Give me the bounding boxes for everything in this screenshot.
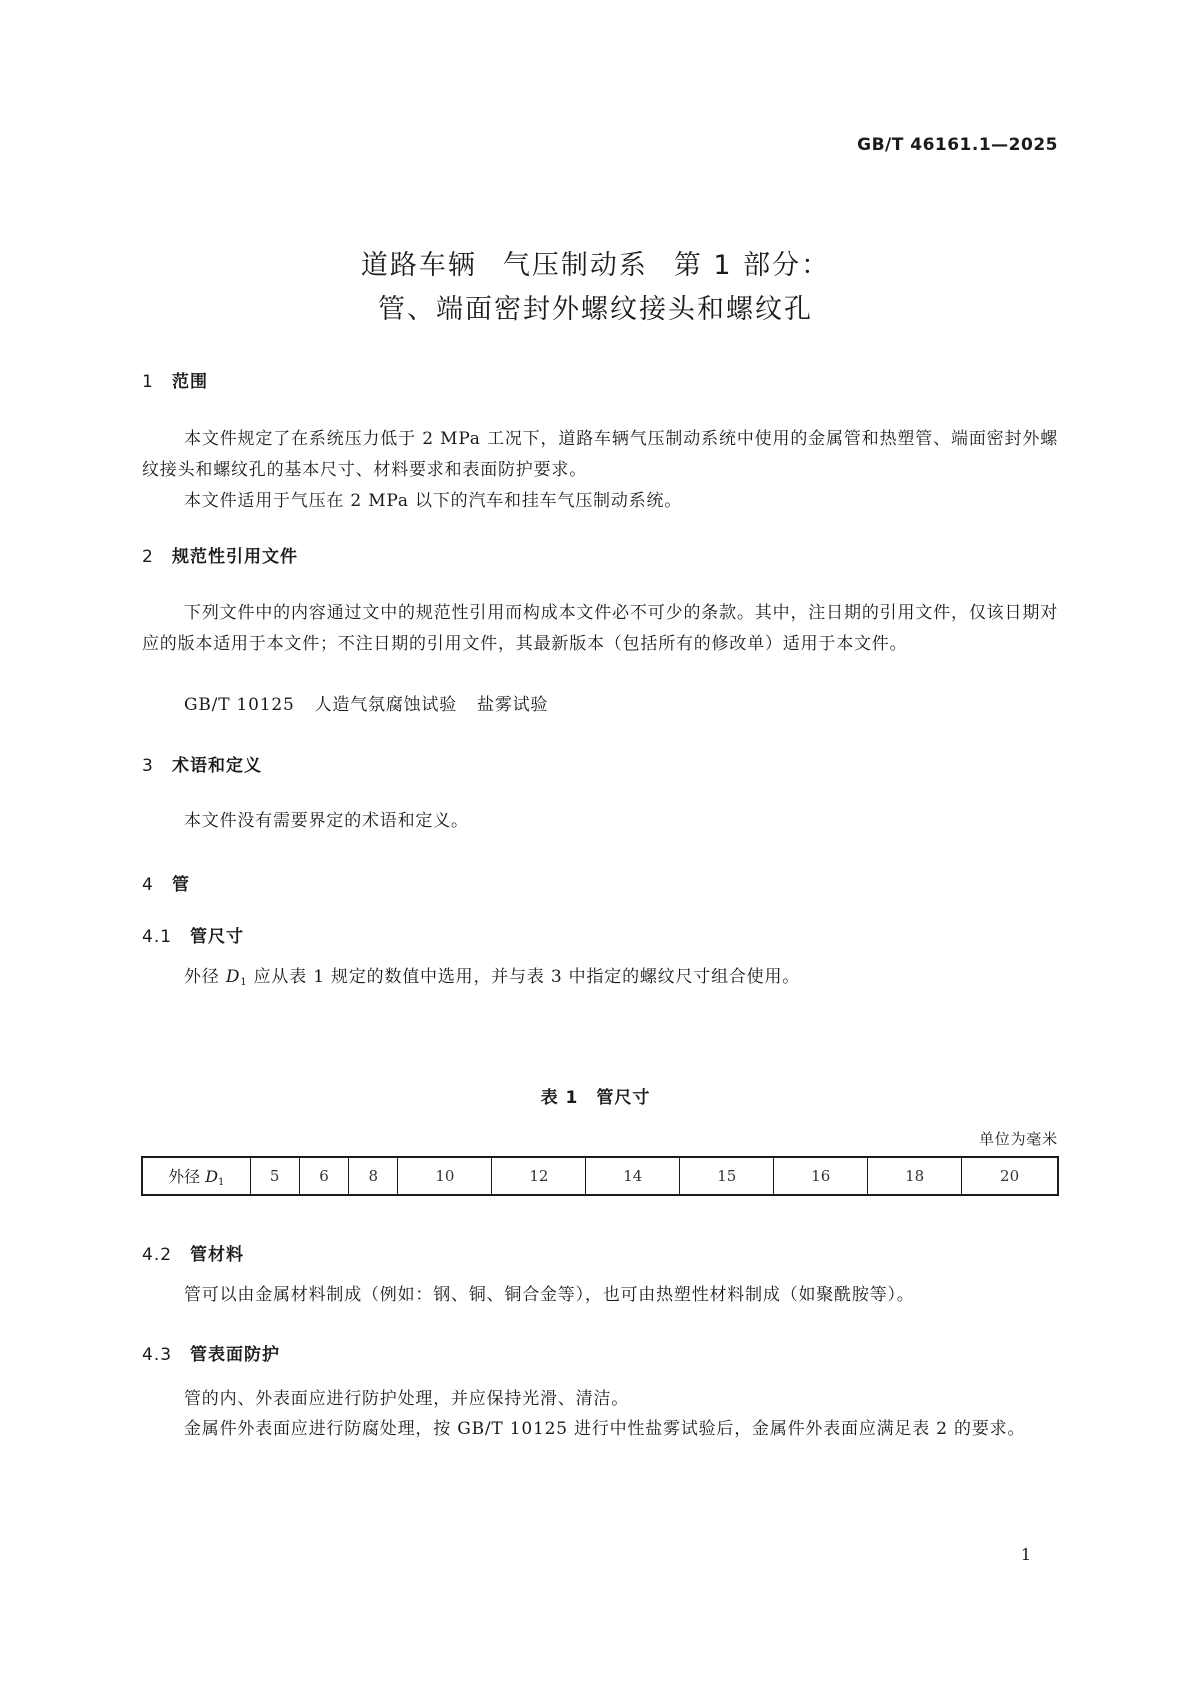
section-1-paragraph-1: 本文件规定了在系统压力低于 2 MPa 工况下，道路车辆气压制动系统中使用的金属管和热塑管、端面密封外螺纹接头和螺纹孔的基本尺寸、材料要求和表面防护要求。 xyxy=(142,429,1058,480)
table-cell: 18 xyxy=(868,1157,962,1195)
section-number: 1 xyxy=(142,372,154,392)
text-run: 应从表 1 规定的数值中选用，并与表 3 中指定的螺纹尺寸组合使用。 xyxy=(247,967,801,987)
section-2-heading xyxy=(142,542,298,567)
reference-code: GB/T 10125 xyxy=(184,695,295,715)
section-2-paragraph-1: 下列文件中的内容通过文中的规范性引用而构成本文件必不可少的条款。其中，注日期的引用文件，仅该日期对应的版本适用于本文件；不注日期的引用文件，其最新版本（包括所有的修改单）适用于本文件。 xyxy=(142,603,1058,654)
table-cell: 6 xyxy=(299,1157,348,1195)
table-cell: 5 xyxy=(250,1157,299,1195)
section-title: 管表面防护 xyxy=(190,1345,280,1365)
section-number: 4 xyxy=(142,875,154,895)
section-4-3-paragraph-2: 金属件外表面应进行防腐处理，按 GB/T 10125 进行中性盐雾试验后，金属件外表面应满足表 2 的要求。 xyxy=(184,1419,1026,1439)
table-row xyxy=(142,1157,1058,1195)
section-title: 管材料 xyxy=(190,1245,244,1265)
table-cell: 14 xyxy=(586,1157,680,1195)
variable-d: D xyxy=(225,967,241,987)
section-title: 规范性引用文件 xyxy=(172,547,298,567)
title-part-2: 气压制动系 xyxy=(502,250,648,281)
section-title: 管尺寸 xyxy=(190,927,244,947)
table-number: 表 1 xyxy=(540,1088,579,1108)
section-number: 4.3 xyxy=(142,1345,173,1365)
section-3-heading xyxy=(142,751,262,776)
section-title: 术语和定义 xyxy=(172,756,262,776)
section-1-paragraph-2: 本文件适用于气压在 2 MPa 以下的汽车和挂车气压制动系统。 xyxy=(184,491,683,511)
normative-reference-item xyxy=(184,690,548,715)
section-number: 4.1 xyxy=(142,927,173,947)
section-1-heading xyxy=(142,367,208,392)
section-4-2-heading xyxy=(142,1240,244,1265)
document-title xyxy=(0,244,1191,332)
page-number: 1 xyxy=(1020,1545,1031,1564)
section-number: 2 xyxy=(142,547,154,567)
variable-subscript: 1 xyxy=(218,1177,225,1188)
table-cell: 8 xyxy=(349,1157,398,1195)
table-cell: 20 xyxy=(962,1157,1058,1195)
section-4-1-heading xyxy=(142,922,244,947)
title-part-3: 第 1 部分： xyxy=(673,250,831,281)
section-title: 管 xyxy=(172,875,190,895)
title-line-2: 管、端面密封外螺纹接头和螺纹孔 xyxy=(378,294,813,325)
table-row-label xyxy=(142,1157,250,1195)
pipe-dimensions-table xyxy=(141,1156,1059,1196)
section-title: 范围 xyxy=(172,372,208,392)
table-cell: 16 xyxy=(774,1157,868,1195)
section-number: 3 xyxy=(142,756,154,776)
section-4-heading xyxy=(142,870,190,895)
variable-subscript: 1 xyxy=(240,977,248,988)
variable-d: D xyxy=(205,1167,219,1186)
table-cell: 10 xyxy=(398,1157,492,1195)
section-number: 4.2 xyxy=(142,1245,173,1265)
table-cell: 12 xyxy=(492,1157,586,1195)
standard-code: GB/T 46161.1—2025 xyxy=(857,135,1058,155)
reference-title: 人造气氛腐蚀试验 xyxy=(314,695,458,715)
reference-subtitle: 盐雾试验 xyxy=(477,695,549,715)
title-part-1: 道路车辆 xyxy=(360,250,477,281)
text-run: 外径 xyxy=(184,967,226,987)
section-4-3-paragraph-1: 管的内、外表面应进行防护处理，并应保持光滑、清洁。 xyxy=(184,1389,629,1409)
table-title: 管尺寸 xyxy=(596,1088,651,1108)
table-unit-note: 单位为毫米 xyxy=(978,1130,1058,1148)
section-4-3-heading xyxy=(142,1340,280,1365)
section-4-1-paragraph-1 xyxy=(142,962,1058,998)
table-cell: 15 xyxy=(680,1157,774,1195)
section-4-2-paragraph-1: 管可以由金属材料制成（例如：钢、铜、铜合金等），也可由热塑性材料制成（如聚酰胺等）。 xyxy=(184,1285,915,1305)
label-text: 外径 xyxy=(168,1167,201,1186)
title-line-1 xyxy=(0,244,1191,288)
section-3-paragraph-1: 本文件没有需要界定的术语和定义。 xyxy=(184,811,469,831)
table-1-caption xyxy=(0,1083,1191,1108)
